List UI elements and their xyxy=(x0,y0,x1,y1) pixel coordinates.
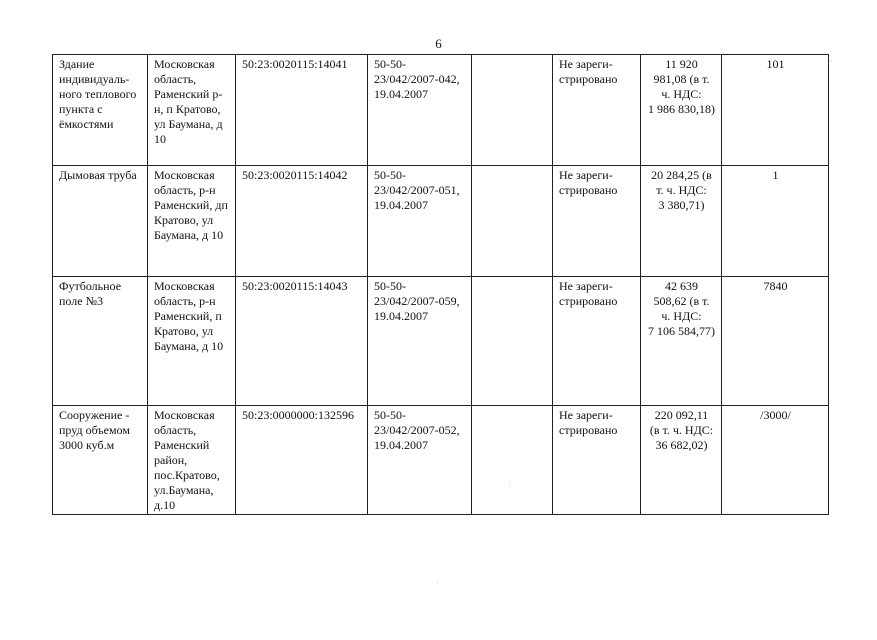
empty-cell xyxy=(472,55,553,166)
empty-cell xyxy=(472,406,553,515)
cost-cell: 42 639 508,62 (в т. ч. НДС: 7 106 584,77) xyxy=(641,277,722,406)
scan-speck: · xyxy=(508,478,511,488)
quantity-cell: 7840 xyxy=(722,277,829,406)
object-name-cell: Сооружение - пруд объемом 3000 куб.м xyxy=(53,406,148,515)
status-cell: Не зареги- стрировано xyxy=(553,406,641,515)
registration-cell: 50-50- 23/042/2007-059, 19.04.2007 xyxy=(368,277,472,406)
object-name-cell: Здание индивидуаль- ного теплового пункта с ёмкостями xyxy=(53,55,148,166)
scan-speck: · xyxy=(436,578,439,588)
cadastral-number-cell: 50:23:0020115:14043 xyxy=(236,277,368,406)
cadastral-number-cell: 50:23:0000000:132596 xyxy=(236,406,368,515)
cost-cell: 11 920 981,08 (в т. ч. НДС: 1 986 830,18) xyxy=(641,55,722,166)
empty-cell xyxy=(472,166,553,277)
property-table xyxy=(52,54,829,515)
table-row xyxy=(53,166,829,277)
empty-cell xyxy=(472,277,553,406)
table-row xyxy=(53,406,829,515)
status-cell: Не зареги- стрировано xyxy=(553,166,641,277)
status-cell: Не зареги- стрировано xyxy=(553,55,641,166)
cost-cell: 220 092,11 (в т. ч. НДС: 36 682,02) xyxy=(641,406,722,515)
quantity-cell: /3000/ xyxy=(722,406,829,515)
object-name-cell: Дымовая труба xyxy=(53,166,148,277)
address-cell: Московская область, Раменский р- н, п Кратово, ул Баумана, д 10 xyxy=(148,55,236,166)
registration-cell: 50-50- 23/042/2007-051, 19.04.2007 xyxy=(368,166,472,277)
address-cell: Московская область, Раменский район, пос.Кратово, ул.Баумана, д.10 xyxy=(148,406,236,515)
address-cell: Московская область, р-н Раменский, п Кратово, ул Баумана, д 10 xyxy=(148,277,236,406)
cost-cell: 20 284,25 (в т. ч. НДС: 3 380,71) xyxy=(641,166,722,277)
cadastral-number-cell: 50:23:0020115:14042 xyxy=(236,166,368,277)
quantity-cell: 101 xyxy=(722,55,829,166)
quantity-cell: 1 xyxy=(722,166,829,277)
registration-cell: 50-50- 23/042/2007-042, 19.04.2007 xyxy=(368,55,472,166)
cadastral-number-cell: 50:23:0020115:14041 xyxy=(236,55,368,166)
page-number: 6 xyxy=(435,36,442,51)
address-cell: Московская область, р-н Раменский, дп Кратово, ул Баумана, д 10 xyxy=(148,166,236,277)
table-row xyxy=(53,55,829,166)
scan-speck: · xyxy=(830,56,833,66)
status-cell: Не зареги- стрировано xyxy=(553,277,641,406)
table-row xyxy=(53,277,829,406)
object-name-cell: Футбольное поле №3 xyxy=(53,277,148,406)
registration-cell: 50-50- 23/042/2007-052, 19.04.2007 xyxy=(368,406,472,515)
